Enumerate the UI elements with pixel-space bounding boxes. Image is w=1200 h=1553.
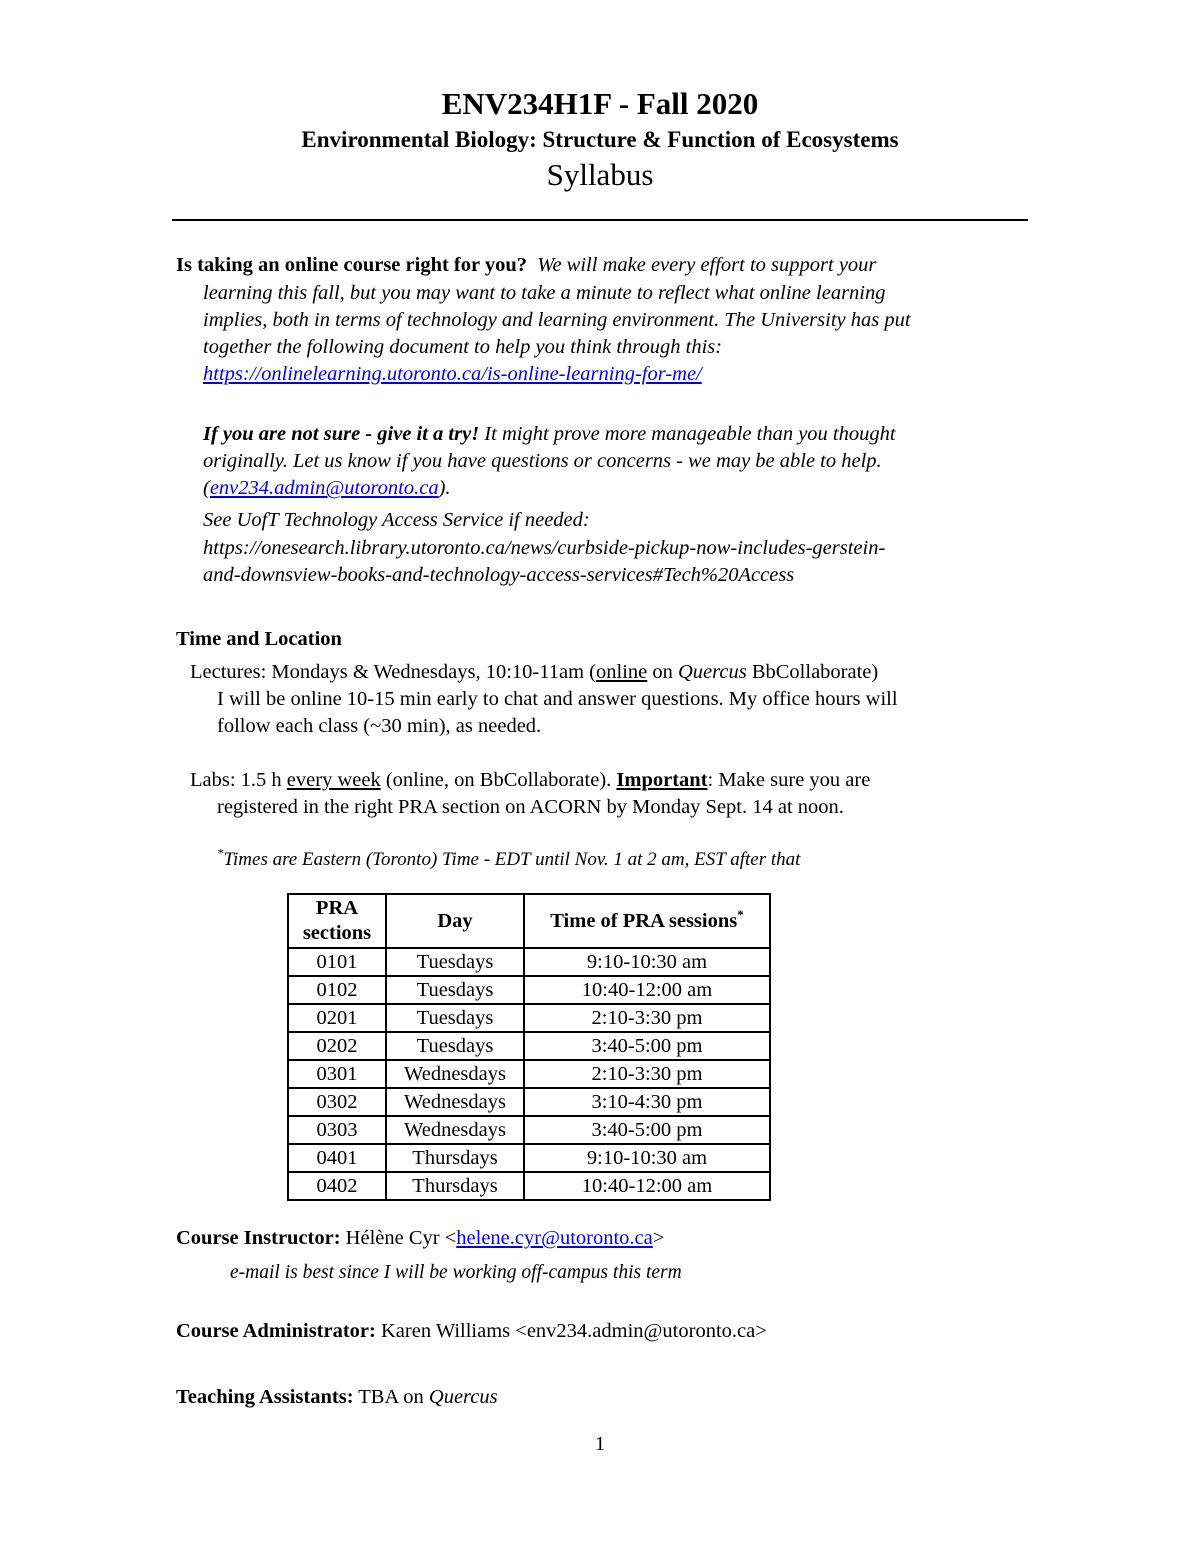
ta-quercus: Quercus bbox=[428, 1386, 498, 1408]
cell-time: 3:40-5:00 pm bbox=[524, 1032, 770, 1060]
lectures-text: Lectures: Mondays & Wednesdays, 10:10-11am ( bbox=[190, 661, 596, 683]
labs-every-week: every week bbox=[286, 769, 381, 791]
administrator-line bbox=[176, 1318, 767, 1344]
online-question: Is taking an online course right for you? bbox=[176, 254, 528, 276]
unsure-rest: It might prove more manageable than you thought bbox=[479, 423, 896, 445]
instructor-label: Course Instructor: bbox=[176, 1227, 341, 1249]
cell-time: 2:10-3:30 pm bbox=[524, 1004, 770, 1032]
table-row bbox=[288, 976, 770, 1004]
ta-line bbox=[176, 1384, 498, 1410]
course-code-title: ENV234H1F - Fall 2020 bbox=[441, 86, 759, 121]
header-pra-sections: PRA sections bbox=[288, 894, 386, 948]
tas-url-1: https://onesearch.library.utoronto.ca/news/curbside-pickup-now-includes-gerstein- bbox=[203, 537, 886, 559]
time-location-heading: Time and Location bbox=[176, 628, 342, 650]
lectures-quercus: Quercus bbox=[678, 661, 747, 683]
lectures-line bbox=[190, 659, 878, 685]
timezone-note bbox=[217, 847, 800, 873]
cell-section: 0101 bbox=[288, 948, 386, 976]
instructor-close: > bbox=[652, 1227, 665, 1249]
cell-day: Tuesdays bbox=[386, 1032, 524, 1060]
ta-value: TBA on bbox=[353, 1386, 429, 1408]
header-time bbox=[524, 894, 770, 948]
cell-section: 0202 bbox=[288, 1032, 386, 1060]
table-row bbox=[288, 1144, 770, 1172]
note-star: * bbox=[217, 845, 224, 861]
unsure-line-2: originally. Let us know if you have questions or concerns - we may be able to help. bbox=[203, 450, 882, 472]
lectures-line-3: follow each class (~30 min), as needed. bbox=[217, 715, 542, 737]
online-text-2: learning this fall, but you may want to take a minute to reflect what online learning bbox=[203, 282, 886, 304]
page-number: 1 bbox=[594, 1433, 606, 1455]
cell-day: Tuesdays bbox=[386, 976, 524, 1004]
cell-section: 0401 bbox=[288, 1144, 386, 1172]
paren-open: ( bbox=[203, 477, 210, 499]
note-text: Times are Eastern (Toronto) Time - EDT until Nov. 1 at 2 am, EST after that bbox=[223, 849, 801, 870]
cell-section: 0301 bbox=[288, 1060, 386, 1088]
table-header-row bbox=[288, 894, 770, 948]
cell-day: Thursdays bbox=[386, 1144, 524, 1172]
online-text-1: We will make every effort to support your bbox=[537, 254, 877, 276]
unsure-line bbox=[203, 421, 896, 447]
cell-time: 3:10-4:30 pm bbox=[524, 1088, 770, 1116]
header-star: * bbox=[737, 906, 744, 922]
document-type: Syllabus bbox=[546, 157, 654, 192]
cell-day: Wednesdays bbox=[386, 1060, 524, 1088]
course-name-subtitle: Environmental Biology: Structure & Function of Ecosystems bbox=[301, 127, 899, 152]
cell-time: 2:10-3:30 pm bbox=[524, 1060, 770, 1088]
lectures-line-2: I will be online 10-15 min early to chat and answer questions. My office hours will bbox=[217, 688, 898, 710]
instructor-line bbox=[176, 1225, 664, 1251]
instructor-note: e-mail is best since I will be working off-campus this term bbox=[230, 1262, 682, 1283]
header-divider bbox=[172, 219, 1028, 221]
cell-time: 9:10-10:30 am bbox=[524, 948, 770, 976]
cell-day: Wednesdays bbox=[386, 1088, 524, 1116]
table-row bbox=[288, 1172, 770, 1200]
header-time-label: Time of PRA sessions bbox=[550, 909, 738, 932]
table-row bbox=[288, 1088, 770, 1116]
lectures-online: online bbox=[596, 661, 648, 683]
cell-day: Tuesdays bbox=[386, 1004, 524, 1032]
tas-line: See UofT Technology Access Service if needed: bbox=[203, 509, 590, 531]
lectures-on: on bbox=[647, 661, 678, 683]
cell-section: 0102 bbox=[288, 976, 386, 1004]
table-row bbox=[288, 948, 770, 976]
labs-text: Labs: 1.5 h bbox=[190, 769, 287, 791]
online-link-line bbox=[203, 361, 702, 387]
cell-day: Thursdays bbox=[386, 1172, 524, 1200]
labs-line bbox=[190, 767, 870, 793]
labs-important: Important bbox=[616, 769, 708, 791]
cell-day: Wednesdays bbox=[386, 1116, 524, 1144]
lectures-bb: BbCollaborate) bbox=[746, 661, 879, 683]
cell-time: 10:40-12:00 am bbox=[524, 976, 770, 1004]
online-text-3: implies, both in terms of technology and learning environment. The University has put bbox=[203, 309, 911, 331]
table-row bbox=[288, 1032, 770, 1060]
instructor-email-link[interactable]: helene.cyr@utoronto.ca bbox=[456, 1227, 653, 1249]
table-row bbox=[288, 1004, 770, 1032]
table-row bbox=[288, 1060, 770, 1088]
cell-time: 10:40-12:00 am bbox=[524, 1172, 770, 1200]
cell-section: 0303 bbox=[288, 1116, 386, 1144]
header-day: Day bbox=[386, 894, 524, 948]
tas-url-2: and-downsview-books-and-technology-access-services#Tech%20Access bbox=[203, 564, 795, 586]
cell-time: 3:40-5:00 pm bbox=[524, 1116, 770, 1144]
unsure-bold: If you are not sure - give it a try! bbox=[203, 423, 480, 445]
pra-sections-table bbox=[287, 893, 771, 1201]
instructor-name: Hélène Cyr < bbox=[340, 1227, 457, 1249]
cell-section: 0201 bbox=[288, 1004, 386, 1032]
cell-section: 0402 bbox=[288, 1172, 386, 1200]
online-text-4: together the following document to help you think through this: bbox=[203, 336, 723, 358]
administrator-label: Course Administrator: bbox=[176, 1320, 376, 1342]
paren-close: ). bbox=[438, 477, 451, 499]
ta-label: Teaching Assistants: bbox=[176, 1386, 354, 1408]
table-row bbox=[288, 1116, 770, 1144]
cell-time: 9:10-10:30 am bbox=[524, 1144, 770, 1172]
labs-text-3: : Make sure you are bbox=[707, 769, 871, 791]
online-learning-link[interactable]: https://onlinelearning.utoronto.ca/is-online-learning-for-me/ bbox=[203, 363, 702, 385]
administrator-value: Karen Williams <env234.admin@utoronto.ca> bbox=[375, 1320, 767, 1342]
admin-email-link[interactable]: env234.admin@utoronto.ca bbox=[209, 477, 439, 499]
labs-text-2: (online, on BbCollaborate). bbox=[380, 769, 617, 791]
cell-section: 0302 bbox=[288, 1088, 386, 1116]
cell-day: Tuesdays bbox=[386, 948, 524, 976]
labs-line-2: registered in the right PRA section on ACORN by Monday Sept. 14 at noon. bbox=[217, 796, 844, 818]
online-question-line bbox=[176, 252, 876, 278]
admin-email-line bbox=[203, 475, 451, 501]
